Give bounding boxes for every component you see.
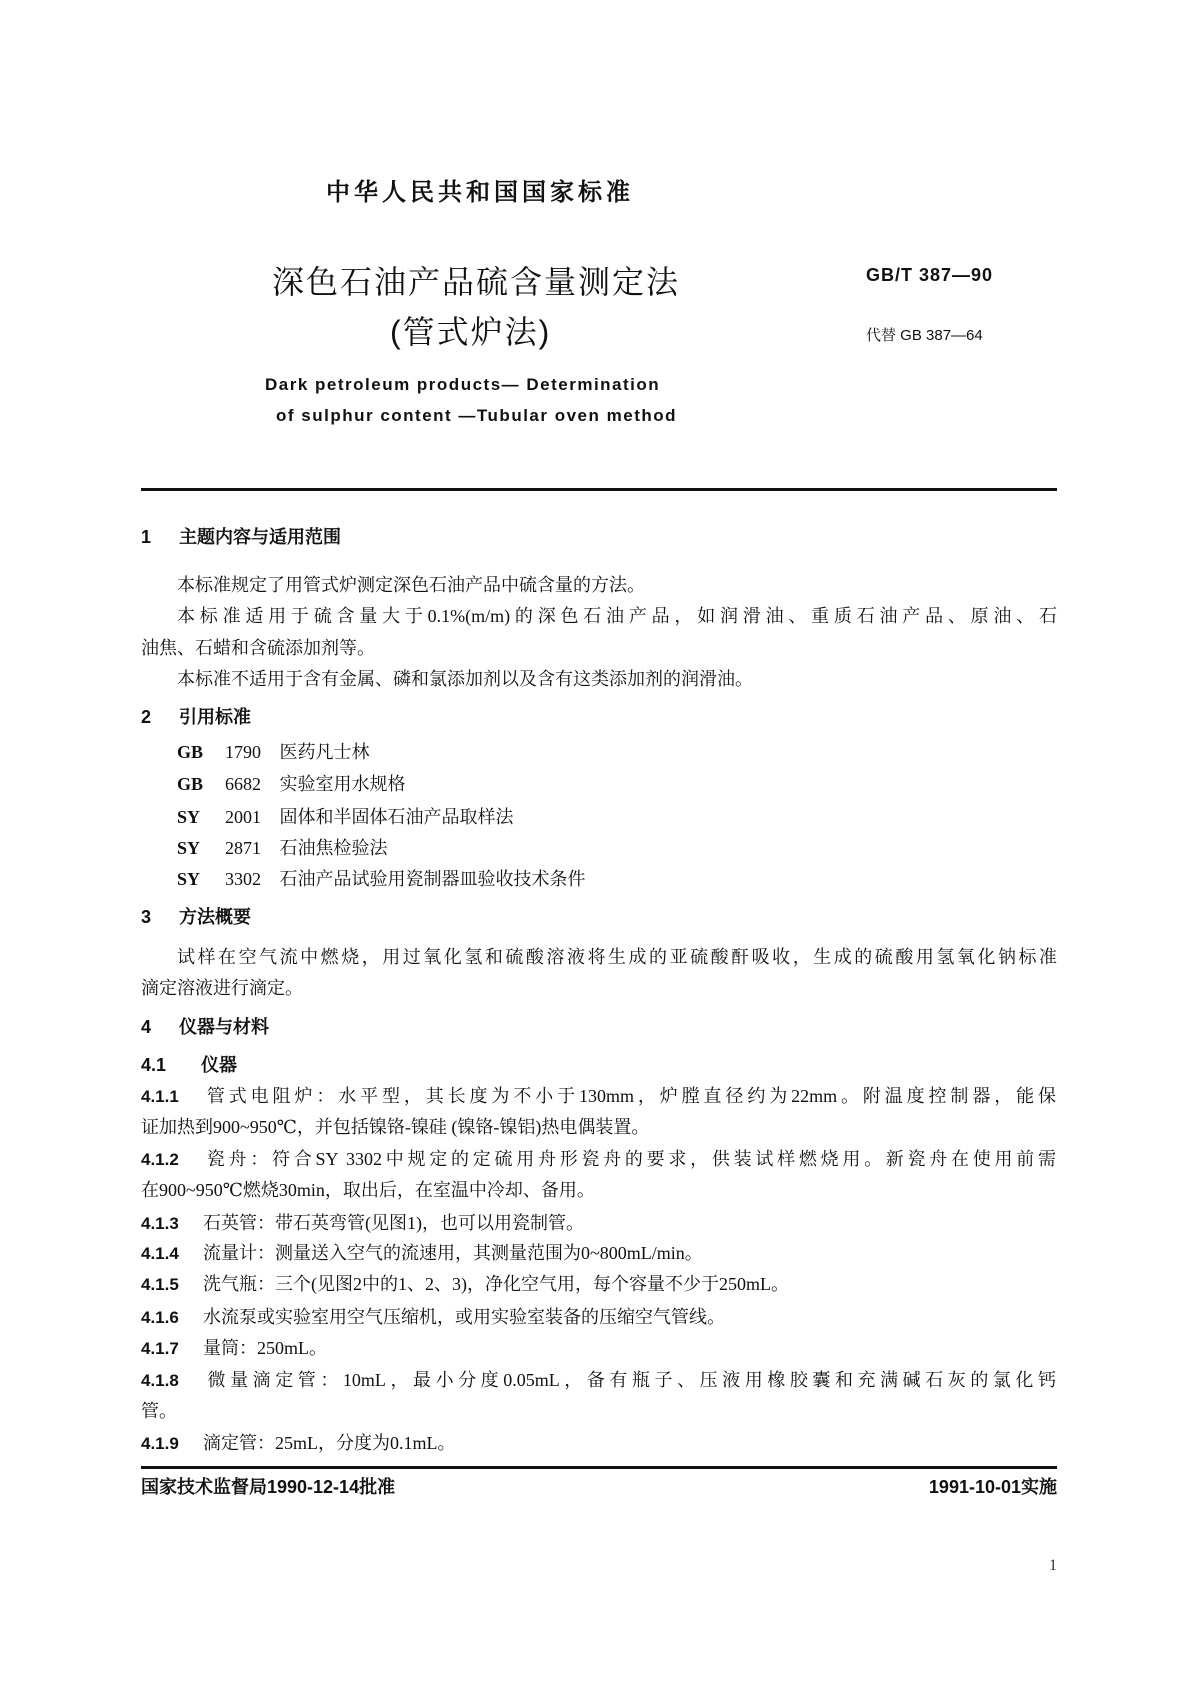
- apparatus-item: [141, 1244, 703, 1262]
- item-number: 4.1.9: [141, 1434, 179, 1453]
- paragraph-line: 油焦、石蜡和含硫添加剂等。: [141, 638, 375, 658]
- item-number: 4.1.4: [141, 1244, 179, 1263]
- section-number: 4.1: [141, 1055, 167, 1075]
- section-title: 引用标准: [179, 707, 251, 727]
- section-number: 1: [141, 527, 152, 547]
- apparatus-item: [141, 1087, 1056, 1105]
- reference-name: 石油焦检验法: [279, 838, 388, 858]
- reference-number: 3302: [225, 869, 261, 889]
- english-title-line1: Dark petroleum products— Determination: [265, 375, 661, 394]
- section-number: 2: [141, 707, 152, 727]
- reference-item: [177, 870, 586, 888]
- item-number: 4.1.8: [141, 1371, 179, 1390]
- reference-item: [177, 775, 406, 793]
- item-text: 滴定管：25mL，分度为0.1mL。: [203, 1433, 456, 1453]
- paragraph: 本标准不适用于含有金属、磷和氯添加剂以及含有这类添加剂的润滑油。: [177, 669, 753, 689]
- reference-prefix: SY: [177, 838, 201, 858]
- reference-item: [177, 743, 370, 761]
- apparatus-item: [141, 1150, 1056, 1168]
- section-title: 方法概要: [179, 907, 251, 927]
- item-number: 4.1.2: [141, 1150, 179, 1169]
- effective-date: 1991-10-01实施: [928, 1477, 1057, 1497]
- apparatus-item: [141, 1434, 456, 1452]
- section-number: 4: [141, 1017, 152, 1037]
- paragraph-line: 滴定溶液进行滴定。: [141, 978, 303, 998]
- reference-name: 实验室用水规格: [279, 774, 406, 794]
- standard-code: GB/T 387—90: [866, 265, 994, 285]
- item-number: 4.1.5: [141, 1275, 179, 1294]
- top-divider: [141, 488, 1057, 491]
- item-text: 水流泵或实验室用空气压缩机，或用实验室装备的压缩空气管线。: [203, 1307, 725, 1327]
- apparatus-item: [141, 1214, 584, 1232]
- item-number: 4.1.7: [141, 1339, 179, 1358]
- reference-prefix: SY: [177, 869, 201, 889]
- english-title-line2: of sulphur content —Tubular oven method: [276, 406, 678, 425]
- reference-number: 2871: [225, 838, 261, 858]
- item-text: 微量滴定管：10mL，最小分度0.05mL，备有瓶子、压液用橡胶囊和充满碱石灰的氯化钙: [203, 1370, 1056, 1390]
- paragraph-line: 本标准适用于硫含量大于0.1%(m/m)的深色石油产品，如润滑油、重质石油产品、原油、石: [177, 606, 1057, 626]
- apparatus-item-continuation: 管。: [141, 1401, 177, 1421]
- item-text: 量筒：250mL。: [203, 1338, 327, 1358]
- reference-item: [177, 808, 514, 826]
- reference-number: 2001: [225, 807, 261, 827]
- apparatus-item: [141, 1308, 725, 1326]
- reference-prefix: GB: [177, 774, 204, 794]
- item-text: 洗气瓶：三个(见图2中的1、2、3)，净化空气用，每个容量不少于250mL。: [203, 1274, 789, 1294]
- reference-prefix: GB: [177, 742, 204, 762]
- paragraph: 本标准规定了用管式炉测定深色石油产品中硫含量的方法。: [177, 575, 645, 595]
- apparatus-item-continuation: 在900~950℃燃烧30min，取出后，在室温中冷却、备用。: [141, 1180, 595, 1200]
- section-2-heading: [141, 708, 251, 726]
- apparatus-item: [141, 1275, 789, 1293]
- item-text: 瓷舟：符合SY 3302中规定的定硫用舟形瓷舟的要求，供装试样燃烧用。新瓷舟在使用前需: [203, 1149, 1056, 1169]
- section-number: 3: [141, 907, 152, 927]
- section-4-heading: [141, 1018, 269, 1036]
- document-title: 深色石油产品硫含量测定法: [272, 264, 681, 300]
- reference-item: [177, 839, 388, 857]
- bottom-divider: [141, 1466, 1057, 1469]
- apparatus-item-continuation: 证加热到900~950℃，并包括镍铬-镍硅 (镍铬-镍铝)热电偶装置。: [141, 1117, 650, 1137]
- section-title: 仪器与材料: [179, 1017, 269, 1037]
- item-text: 管式电阻炉：水平型，其长度为不小于130mm，炉膛直径约为22mm。附温度控制器，能保: [203, 1086, 1056, 1106]
- item-text: 流量计：测量送入空气的流速用，其测量范围为0~800mL/min。: [203, 1243, 703, 1263]
- apparatus-item: [141, 1339, 327, 1357]
- reference-name: 石油产品试验用瓷制器皿验收技术条件: [279, 869, 586, 889]
- item-number: 4.1.1: [141, 1087, 179, 1106]
- section-title: 主题内容与适用范围: [179, 527, 341, 547]
- section-3-heading: [141, 908, 251, 926]
- item-number: 4.1.3: [141, 1214, 179, 1233]
- approval-date: 国家技术监督局1990-12-14批准: [141, 1477, 396, 1497]
- document-subtitle: (管式炉法): [390, 314, 552, 350]
- document-header: 中华人民共和国国家标准: [326, 179, 634, 206]
- section-1-heading: [141, 528, 341, 546]
- paragraph-line: 试样在空气流中燃烧，用过氧化氢和硫酸溶液将生成的亚硫酸酐吸收，生成的硫酸用氢氧化钠标准: [177, 947, 1057, 967]
- item-text: 石英管：带石英弯管(见图1)，也可以用瓷制管。: [203, 1213, 584, 1233]
- replaces-standard: 代替 GB 387—64: [866, 327, 983, 344]
- reference-number: 6682: [225, 774, 261, 794]
- reference-name: 医药凡士林: [279, 742, 370, 762]
- apparatus-item: [141, 1371, 1056, 1389]
- item-number: 4.1.6: [141, 1308, 179, 1327]
- page-number: 1: [1049, 1557, 1057, 1574]
- subsection-4-1-heading: [141, 1056, 237, 1074]
- reference-name: 固体和半固体石油产品取样法: [279, 807, 514, 827]
- section-title: 仪器: [201, 1055, 237, 1075]
- reference-prefix: SY: [177, 807, 201, 827]
- reference-number: 1790: [225, 742, 261, 762]
